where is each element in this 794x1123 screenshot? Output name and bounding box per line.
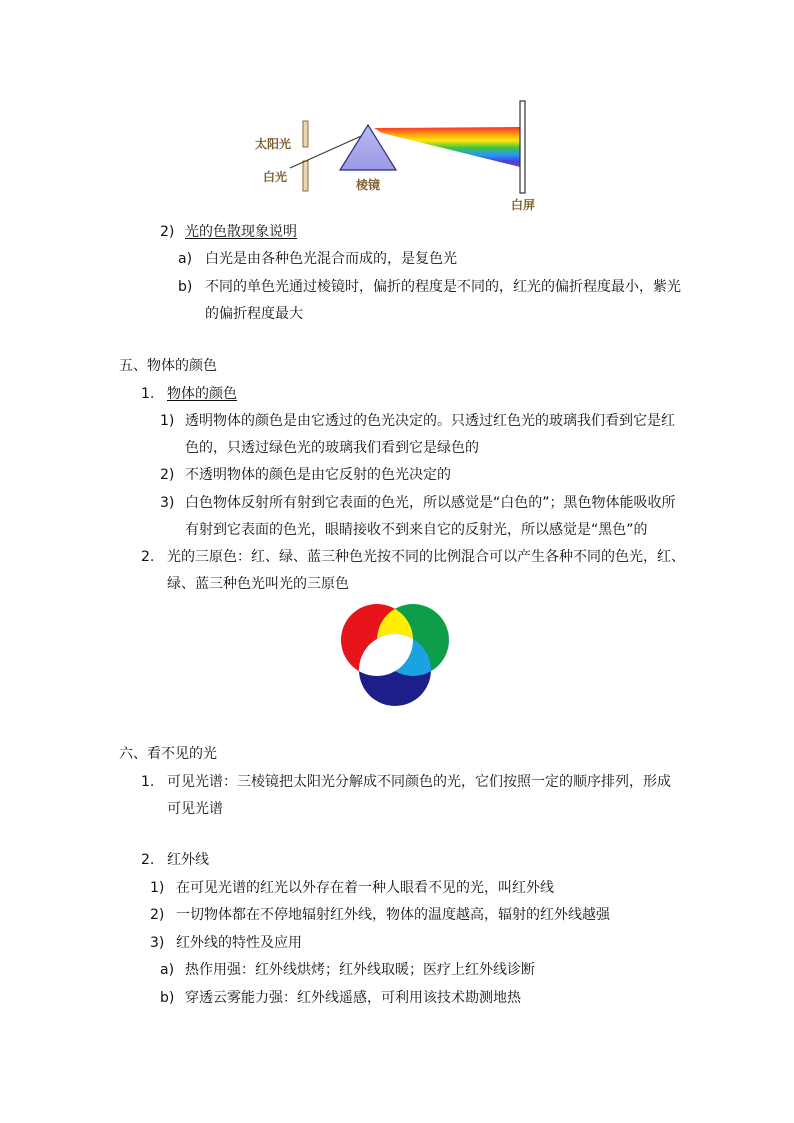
- s6-item2-number: 2.: [141, 852, 155, 868]
- s6-item1-text: 可见光谱：三棱镜把太阳光分解成不同颜色的光，它们按照一定的顺序排列，形成: [167, 774, 671, 790]
- dispersion-a-text: 白光是由各种色光混合而成的，是复色光: [205, 251, 457, 267]
- section6-heading: 六、看不见的光: [119, 746, 217, 762]
- s5-sub3-number: 3): [160, 495, 175, 511]
- s5-sub1-text: 透明物体的颜色是由它透过的色光决定的。只透过红色光的玻璃我们看到它是红: [185, 413, 675, 429]
- s6-sub2-text: 一切物体都在不停地辐射红外线，物体的温度越高，辐射的红外线越强: [176, 907, 610, 923]
- screen-label: 白屏: [511, 198, 536, 212]
- white-screen: [520, 101, 525, 193]
- s5-sub1-number: 1): [160, 413, 175, 429]
- s5-item2-text: 光的三原色：红、绿、蓝三种色光按不同的比例混合可以产生各种不同的色光，红、: [167, 549, 685, 565]
- dispersion-number: 2): [160, 224, 175, 240]
- dispersion-a-number: a): [178, 251, 193, 267]
- s6-item1-number: 1.: [141, 774, 155, 790]
- spectrum-beam: [374, 127, 520, 167]
- s5-item2-text-cont: 绿、蓝三种色光叫光的三原色: [167, 576, 349, 592]
- s6-item1-text-cont: 可见光谱: [167, 801, 223, 817]
- prism-label: 棱镜: [356, 178, 381, 192]
- section5-heading: 五、物体的颜色: [119, 358, 217, 374]
- s5-sub3-text-cont: 有射到它表面的色光，眼睛接收不到来自它的反射光，所以感觉是“黑色”的: [185, 522, 648, 538]
- s6-app-b-text: 穿透云雾能力强：红外线遥感，可利用该技术勘测地热: [185, 990, 521, 1006]
- slit-barrier: [303, 121, 308, 191]
- s6-sub1-text: 在可见光谱的红光以外存在着一种人眼看不见的光，叫红外线: [176, 880, 554, 896]
- s6-app-b-number: b): [160, 990, 175, 1006]
- s6-sub3-number: 3): [150, 935, 165, 951]
- s6-item2-title: 红外线: [167, 852, 209, 868]
- s5-sub1-text-cont: 色的，只透过绿色光的玻璃我们看到它是绿色的: [185, 440, 479, 456]
- dispersion-b-text: 不同的单色光通过棱镜时，偏折的程度是不同的，红光的偏折程度最小，紫光: [205, 279, 681, 295]
- s6-app-a-text: 热作用强：红外线烘烤；红外线取暖；医疗上红外线诊断: [185, 962, 535, 978]
- s6-app-a-number: a): [160, 962, 175, 978]
- s5-item1-number: 1.: [141, 386, 155, 402]
- prism-dispersion-figure: [250, 95, 540, 220]
- white-light-label: 白光: [263, 170, 288, 184]
- s6-sub3-text: 红外线的特性及应用: [176, 935, 302, 951]
- rgb-primary-colors-diagram: [335, 598, 460, 713]
- dispersion-b-number: b): [178, 279, 193, 295]
- s5-item1-title: 物体的颜色: [167, 386, 237, 402]
- s5-sub3-text: 白色物体反射所有射到它表面的色光，所以感觉是“白色的”；黑色物体能吸收所: [185, 495, 676, 511]
- dispersion-title: 光的色散现象说明: [185, 224, 297, 240]
- s5-sub2-number: 2): [160, 467, 175, 483]
- sunlight-label: 太阳光: [255, 137, 292, 151]
- s6-sub1-number: 1): [150, 880, 165, 896]
- s5-sub2-text: 不透明物体的颜色是由它反射的色光决定的: [185, 467, 451, 483]
- s5-item2-number: 2.: [141, 549, 155, 565]
- dispersion-b-text-cont: 的偏折程度最大: [205, 306, 303, 322]
- s6-sub2-number: 2): [150, 907, 165, 923]
